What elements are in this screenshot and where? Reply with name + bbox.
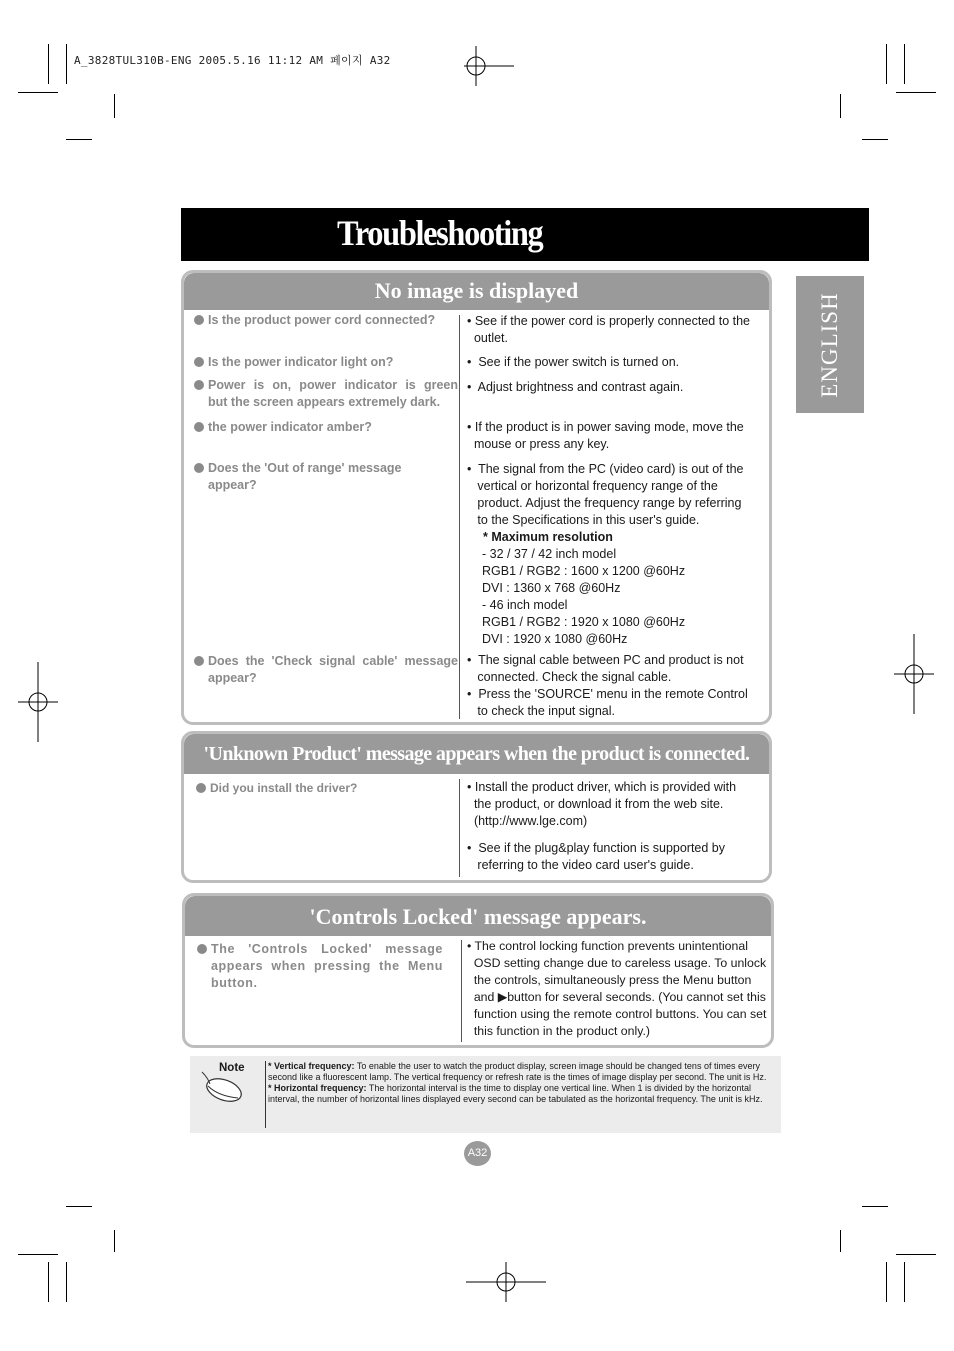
note-box: [190, 1056, 781, 1133]
page-number: A32: [464, 1141, 491, 1166]
bullet-icon: [196, 783, 206, 793]
bullet-icon: [194, 656, 204, 666]
section-heading: No image is displayed: [184, 273, 769, 310]
resolution-line: DVI : 1360 x 768 @60Hz: [482, 581, 621, 595]
question-power-light: Is the power indicator light on?: [208, 354, 458, 371]
bullet-icon: [194, 315, 204, 325]
column-divider: [461, 940, 462, 1042]
print-header: A_3828TUL310B-ENG 2005.5.16 11:12 AM 페이지 A32: [74, 54, 391, 67]
bullet-icon: [197, 944, 207, 954]
answer-check-signal: • The signal cable between PC and product is not connected. Check the signal cable. • Press the 'SOURCE' menu in the remote Control to check the input signal.: [467, 653, 748, 718]
section-heading: 'Controls Locked' message appears.: [185, 896, 771, 936]
bullet-icon: [194, 380, 204, 390]
max-resolution-title: * Maximum resolution: [483, 530, 613, 544]
answer-install-driver: • Install the product driver, which is provided with the product, or download it from the web site. (http://www.lge.com) • See if the plug&play function is supported by referring to the video card user's guide.: [467, 780, 737, 872]
bullet-icon: [194, 357, 204, 367]
question-out-of-range: Does the 'Out of range' message appear?: [208, 460, 458, 494]
bullet-icon: [194, 463, 204, 473]
resolution-line: DVI : 1920 x 1080 @60Hz: [482, 632, 628, 646]
resolution-line: - 32 / 37 / 42 inch model: [482, 547, 617, 561]
language-tab: [796, 276, 864, 413]
note-text: * Vertical frequency: To enable the user to watch the product display, screen image should be changed tens of times every second like a fluorescent lamp. The vertical frequency or refresh rate is the times of image display per second. The unit is Hz. * Horizontal frequency: The horizontal interval is the time to display one vertical line. When 1 is divided by the horizontal interval, the number of horizontal lines displayed every second can be tabulated as the horizontal frequency. The unit is kHz.: [268, 1061, 767, 1104]
question-check-signal: Does the 'Check signal cable' message appear?: [208, 653, 458, 687]
registration-mark-icon: [18, 662, 58, 742]
registration-mark-icon: [466, 1262, 546, 1302]
note-label: Note: [219, 1062, 245, 1074]
language-tab-label: ENGLISH: [817, 291, 842, 398]
answer-controls-locked: • The control locking function prevents unintentional OSD setting change due to careless usage. To unlock the controls, simultaneously press the Menu button and ▶button for several seconds. (You cannot set this function using the remote control buttons. You can set this function in the product only.): [467, 939, 767, 1038]
question-power-cord: Is the product power cord connected?: [208, 312, 458, 329]
answer-power-light: • See if the power switch is turned on.: [467, 355, 680, 369]
question-controls-locked: The 'Controls Locked' message appears when pressing the Menu button.: [211, 941, 443, 992]
title-bar: [181, 208, 869, 261]
bullet-icon: [194, 422, 204, 432]
resolution-line: RGB1 / RGB2 : 1920 x 1080 @60Hz: [482, 615, 686, 629]
resolution-line: - 46 inch model: [482, 598, 568, 612]
question-install-driver: Did you install the driver?: [210, 780, 450, 797]
answer-indicator-amber: • If the product is in power saving mode, move the mouse or press any key.: [467, 420, 744, 451]
answer-screen-dark: • Adjust brightness and contrast again.: [467, 380, 684, 394]
column-divider: [459, 315, 460, 719]
note-divider: [265, 1061, 266, 1128]
answer-power-cord: • See if the power cord is properly connected to the outlet.: [467, 314, 751, 345]
registration-mark-icon: [454, 46, 514, 86]
page-title: Troubleshooting: [337, 213, 543, 253]
resolution-line: RGB1 / RGB2 : 1600 x 1200 @60Hz: [482, 564, 686, 578]
section-heading: 'Unknown Product' message appears when the product is connected.: [184, 734, 769, 774]
question-screen-dark: Power is on, power indicator is green but the screen appears extremely dark.: [208, 377, 458, 411]
registration-mark-icon: [894, 634, 934, 714]
column-divider: [459, 779, 460, 877]
answer-out-of-range: • The signal from the PC (video card) is out of the vertical or horizontal frequency range of the product. Adjust the frequency range by referring to the Specifications in this user's guide. * Maximum resolution - 32 / 37 / 42 inch model RGB1 / RGB2 : 1600 x 1200 @60Hz DVI : 1360 x 768 @60Hz - 46 inch model RGB1 / RGB2 : 1920 x 1080 @60Hz DVI : 1920 x 1080 @60Hz: [467, 461, 767, 648]
question-indicator-amber: the power indicator amber?: [208, 419, 458, 436]
